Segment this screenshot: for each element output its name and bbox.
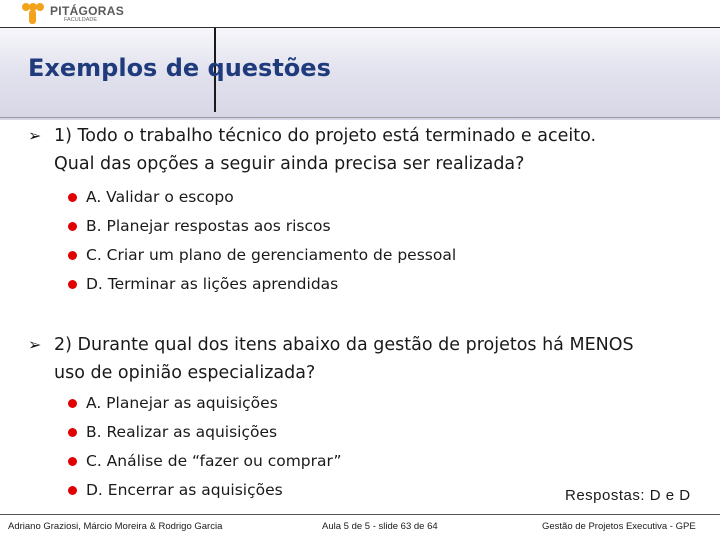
brand-name: PITÁGORAS: [50, 3, 125, 18]
option-item: [68, 389, 668, 418]
option-label: C. Análise de “fazer ou comprar”: [86, 452, 342, 470]
brand-logo: [22, 3, 124, 25]
question-2-line-2: uso de opinião especializada?: [54, 363, 316, 383]
question-1-options: [68, 183, 668, 299]
option-label: C. Criar um plano de gerenciamento de pessoal: [86, 246, 457, 264]
red-dot-bullet-icon: [68, 486, 77, 495]
slide-title: Exemplos de questões: [28, 54, 331, 82]
option-label: A. Planejar as aquisições: [86, 394, 278, 412]
red-dot-bullet-icon: [68, 399, 77, 408]
logo-icon: [22, 3, 44, 25]
red-dot-bullet-icon: [68, 457, 77, 466]
brand-subtitle: FACULDADE: [64, 16, 98, 23]
red-dot-bullet-icon: [68, 222, 77, 231]
option-label: D. Encerrar as aquisições: [86, 481, 283, 499]
option-label: D. Terminar as lições aprendidas: [86, 275, 339, 293]
option-label: B. Planejar respostas aos riscos: [86, 217, 331, 235]
red-dot-bullet-icon: [68, 193, 77, 202]
title-divider: [0, 117, 720, 118]
option-item: [68, 241, 668, 270]
option-item: [68, 212, 668, 241]
option-label: B. Realizar as aquisições: [86, 423, 278, 441]
question-2-line-1: 2) Durante qual dos itens abaixo da gestão de projetos há MENOS: [54, 335, 634, 355]
red-dot-bullet-icon: [68, 428, 77, 437]
question-1-line-1: 1) Todo o trabalho técnico do projeto está terminado e aceito.: [54, 126, 597, 146]
red-dot-bullet-icon: [68, 251, 77, 260]
question-1-line-2: Qual das opções a seguir ainda precisa ser realizada?: [54, 154, 525, 174]
question-2: [28, 331, 708, 387]
arrow-bullet-icon: ➢: [28, 335, 42, 354]
option-item: [68, 447, 668, 476]
option-item: [68, 183, 668, 212]
red-dot-bullet-icon: [68, 280, 77, 289]
option-label: A. Validar o escopo: [86, 188, 234, 206]
option-item: [68, 418, 668, 447]
footer-course: Gestão de Projetos Executiva - GPE: [542, 521, 696, 532]
question-1: [28, 122, 708, 178]
footer-divider: [0, 514, 720, 515]
footer-slide-info: Aula 5 de 5 - slide 63 de 64: [322, 521, 438, 532]
footer-authors: Adriano Graziosi, Márcio Moreira & Rodrigo Garcia: [8, 521, 223, 532]
arrow-bullet-icon: ➢: [28, 126, 42, 145]
answers-text: Respostas: D e D: [565, 487, 691, 504]
option-item: [68, 270, 668, 299]
